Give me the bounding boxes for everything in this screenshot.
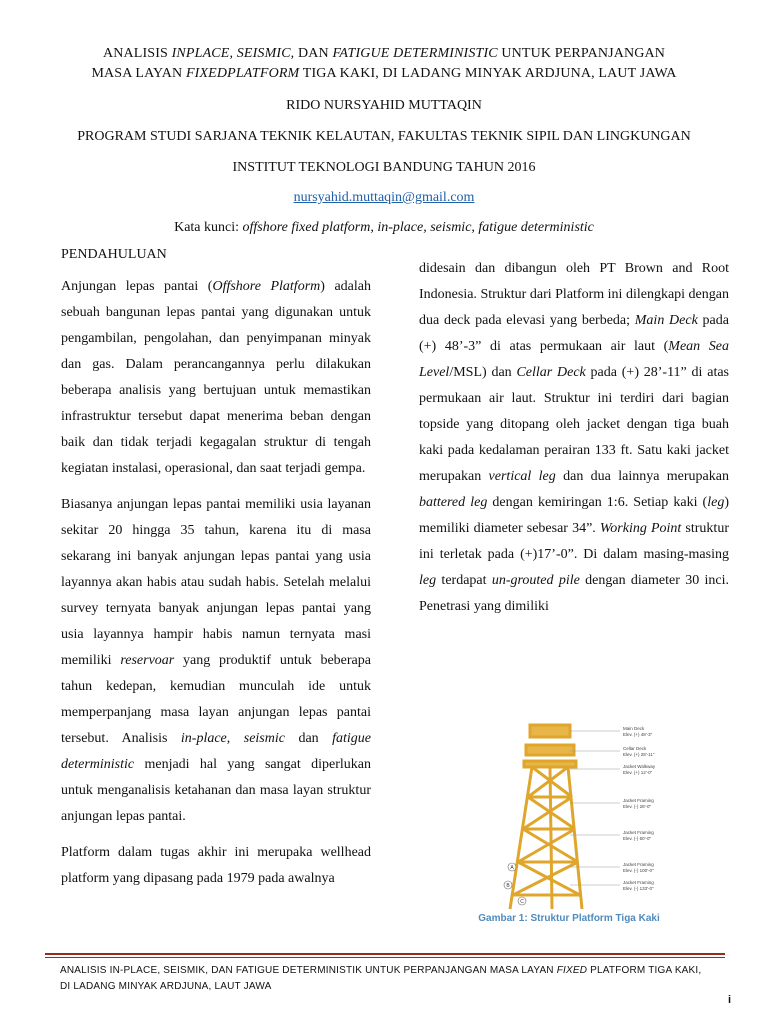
keywords: Kata kunci: offshore fixed platform, in-place, seismic, fatigue deterministic <box>174 220 594 235</box>
leg-label: B <box>506 882 510 889</box>
author-email-link[interactable]: nursyahid.muttaqin@gmail.com <box>293 190 475 205</box>
callout-elevation: Elev. (-) 60'-0" <box>623 836 652 841</box>
left-column <box>61 244 371 902</box>
callout-label: Jacket Framing <box>623 830 654 835</box>
callout-label: Cellar Deck <box>623 746 647 751</box>
figure-caption: Gambar 1: Struktur Platform Tiga Kaki <box>478 913 660 924</box>
callout-label: Main Deck <box>623 726 645 731</box>
callout-label: Jacket Walkway <box>623 764 656 769</box>
running-footer: ANALISIS IN-PLACE, SEISMIK, DAN FATIGUE DETERMINISTIK UNTUK PERPANJANGAN MASA LAYAN FIXED PLATFORM TIGA KAKI, DI LADANG MINYAK ARDJUNA, LAUT JAWA <box>60 965 702 992</box>
section-heading: PENDAHULUAN <box>61 247 167 262</box>
study-program: PROGRAM STUDI SARJANA TEKNIK KELAUTAN, FAKULTAS TEKNIK SIPIL DAN LINGKUNGAN <box>77 129 691 144</box>
jacket-structure <box>510 725 582 909</box>
platform-figure <box>470 717 695 912</box>
paragraph-2: Biasanya anjungan lepas pantai memiliki usia layanan sekitar 20 hingga 35 tahun, karena itu di masa sekarang ini banyak anjungan lepas pantai yang usia layannya akan habis atau sudah habis. Setelah melalui survey ternyata banyak anjungan lepas pantai yang usia layannya hampir habis namun ternyata masi memiliki reservoar yang produktif untuk beberapa tahun kedepan, kemudian munculah ide untuk memperpanjang masa layan anjungan lepas pantai tersebut. Analisis in-place, seismic dan fatigue deterministic menjadi hal yang sangat diperlukan untuk menganalisis ketahanan dan masa layan struktur anjungan lepas pantai. <box>61 497 372 824</box>
elevation-callouts <box>570 726 656 891</box>
author-name: RIDO NURSYAHID MUTTAQIN <box>286 98 482 113</box>
page-number: i <box>728 994 732 1006</box>
callout-elevation: Elev. (-) 100'-0" <box>623 868 654 873</box>
paragraph-3: Platform dalam tugas akhir ini merupaka wellhead platform yang dipasang pada 1979 pada awalnya <box>61 845 371 886</box>
paragraph-4: didesain dan dibangun oleh PT Brown and Root Indonesia. Struktur dari Platform ini dilengkapi dengan dua deck pada elevasi yang berbeda; Main Deck pada (+) 48’-3” di atas permukaan air laut (Mean Sea Level/MSL) dan Cellar Deck pada (+) 28’-11” di atas permukaan air laut. Struktur ini terdiri dari bagian topside yang ditopang oleh jacket dengan tiga buah kaki pada kedalaman perairan 133 ft. Satu kaki jacket merupakan vertical leg dan dua lainnya merupakan battered leg dengan kemiringan 1:6. Setiap kaki (leg) memiliki diameter sebesar 34”. Working Point struktur ini terletak pada (+)17’-0”. Di dalam masing-masing leg terdapat un-grouted pile dengan diameter 30 inci. Penetrasi yang dimiliki <box>419 261 729 614</box>
callout-elevation: Elev. (+) 12'-0" <box>623 770 653 775</box>
callout-elevation: Elev. (+) 28'-11" <box>623 752 655 757</box>
callout-elevation: Elev. (+) 48'-3" <box>623 732 653 737</box>
paper-title <box>40 44 728 84</box>
callout-label: Jacket Framing <box>623 798 654 803</box>
title-line-2: MASA LAYAN FIXEDPLATFORM TIGA KAKI, DI LADANG MINYAK ARDJUNA, LAUT JAWA <box>91 66 677 81</box>
leg-label: A <box>510 864 514 871</box>
paragraph-1: Anjungan lepas pantai (Offshore Platform) adalah sebuah bangunan lepas pantai yang digunakan untuk pengambilan, pengolahan, dan penyimpanan minyak dan gas. Dalam perancangannya perlu dilakukan beberapa analisis yang bertujuan untuk memastikan infrastruktur tersebut dapat menerima beban dengan baik dan tidak terjadi kegagalan struktur di tengah kegiatan instalasi, operasional, dan saat terjadi gempa. <box>61 279 371 476</box>
callout-label: Jacket Framing <box>623 862 654 867</box>
callout-elevation: Elev. (-) 133'-0" <box>623 886 654 891</box>
callout-elevation: Elev. (-) 28'-0" <box>623 804 652 809</box>
right-column <box>419 256 729 630</box>
leg-label: C <box>520 898 524 905</box>
footer-rule <box>45 953 725 955</box>
footer-rule-thin <box>45 957 725 958</box>
title-line-1: ANALISIS INPLACE, SEISMIC, DAN FATIGUE DETERMINISTIC UNTUK PERPANJANGAN <box>102 46 665 61</box>
institution: INSTITUT TEKNOLOGI BANDUNG TAHUN 2016 <box>232 160 536 175</box>
callout-label: Jacket Framing <box>623 880 654 885</box>
